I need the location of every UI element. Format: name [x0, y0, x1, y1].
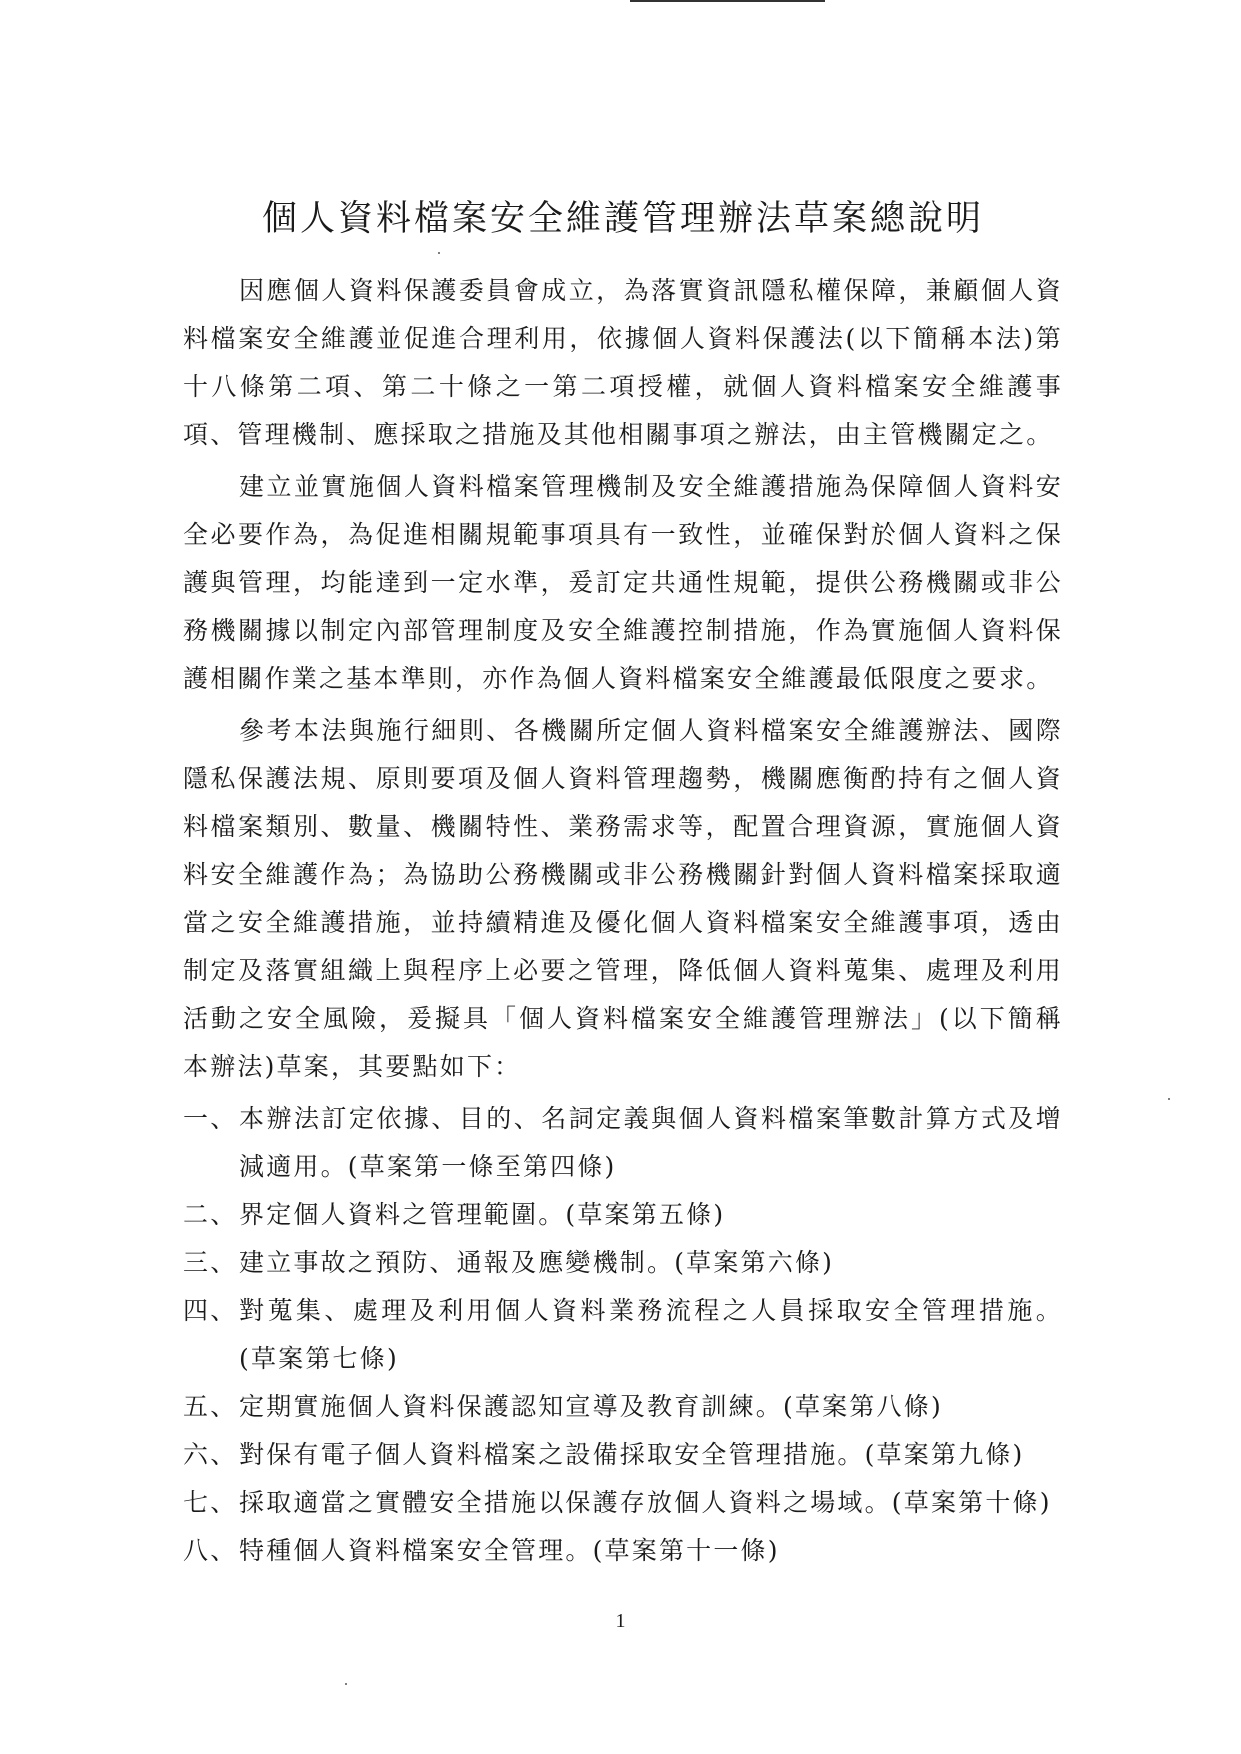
list-item [183, 1095, 1063, 1191]
scan-edge-line [630, 0, 825, 2]
list-item [183, 1527, 1063, 1575]
key-points-list [183, 1095, 1063, 1575]
list-item-number: 一、 [183, 1104, 238, 1133]
list-item [183, 1383, 1063, 1431]
list-item-text: 對蒐集、處理及利用個人資料業務流程之人員採取安全管理措施。(草案第七條) [239, 1296, 1063, 1373]
paragraph-purpose: 建立並實施個人資料檔案管理機制及安全維護措施為保障個人資料安全必要作為，為促進相關規範事項具有一致性，並確保對於個人資料之保護與管理，均能達到一定水準，爰訂定共通性規範，提供公務機關或非公務機關據以制定內部管理制度及安全維護控制措施，作為實施個人資料保護相關作業之基本準則，亦作為個人資料檔案安全維護最低限度之要求。 [183, 472, 1063, 693]
list-item [183, 1239, 1063, 1287]
list-item-text: 定期實施個人資料保護認知宣導及教育訓練。(草案第八條) [239, 1392, 943, 1421]
document-body [183, 195, 1063, 1575]
list-item-number: 五、 [183, 1392, 238, 1421]
list-item [183, 1431, 1063, 1479]
list-item-text: 對保有電子個人資料檔案之設備採取安全管理措施。(草案第九條) [239, 1440, 1025, 1469]
paragraph-reference: 參考本法與施行細則、各機關所定個人資料檔案安全維護辦法、國際隱私保護法規、原則要項及個人資料管理趨勢，機關應衡酌持有之個人資料檔案類別、數量、機關特性、業務需求等，配置合理資源，實施個人資料安全維護作為；為協助公務機關或非公務機關針對個人資料檔案採取適當之安全維護措施，並持續精進及優化個人資料檔案安全維護事項，透由制定及落實組織上與程序上必要之管理，降低個人資料蒐集、處理及利用活動之安全風險，爰擬具「個人資料檔案安全維護管理辦法」(以下簡稱本辦法)草案，其要點如下： [183, 716, 1063, 1081]
list-item-text: 界定個人資料之管理範圍。(草案第五條) [239, 1200, 726, 1229]
list-item [183, 1287, 1063, 1383]
list-item-text: 特種個人資料檔案安全管理。(草案第十一條) [239, 1536, 780, 1565]
list-item-number: 二、 [183, 1200, 238, 1229]
scan-speck [1168, 1098, 1170, 1100]
scan-speck [345, 1683, 347, 1685]
list-item-number: 七、 [183, 1488, 238, 1517]
paragraph-intro: 因應個人資料保護委員會成立，為落實資訊隱私權保障，兼顧個人資料檔案安全維護並促進合理利用，依據個人資料保護法(以下簡稱本法)第十八條第二項、第二十條之一第二項授權，就個人資料檔案安全維護事項、管理機制、應採取之措施及其他相關事項之辦法，由主管機關定之。 [183, 276, 1063, 449]
list-item-text: 採取適當之實體安全措施以保護存放個人資料之場域。(草案第十條) [239, 1488, 1052, 1517]
list-item-text: 本辦法訂定依據、目的、名詞定義與個人資料檔案筆數計算方式及增減適用。(草案第一條至第四條) [239, 1104, 1063, 1181]
list-item-number: 六、 [183, 1440, 238, 1469]
document-title: 個人資料檔案安全維護管理辦法草案總說明 [261, 199, 984, 239]
list-item-text: 建立事故之預防、通報及應變機制。(草案第六條) [239, 1248, 835, 1277]
page-number: 1 [615, 1610, 626, 1632]
list-item-number: 四、 [183, 1296, 238, 1325]
list-item-number: 三、 [183, 1248, 238, 1277]
list-item-number: 八、 [183, 1536, 238, 1565]
list-item [183, 1191, 1063, 1239]
list-item [183, 1479, 1063, 1527]
